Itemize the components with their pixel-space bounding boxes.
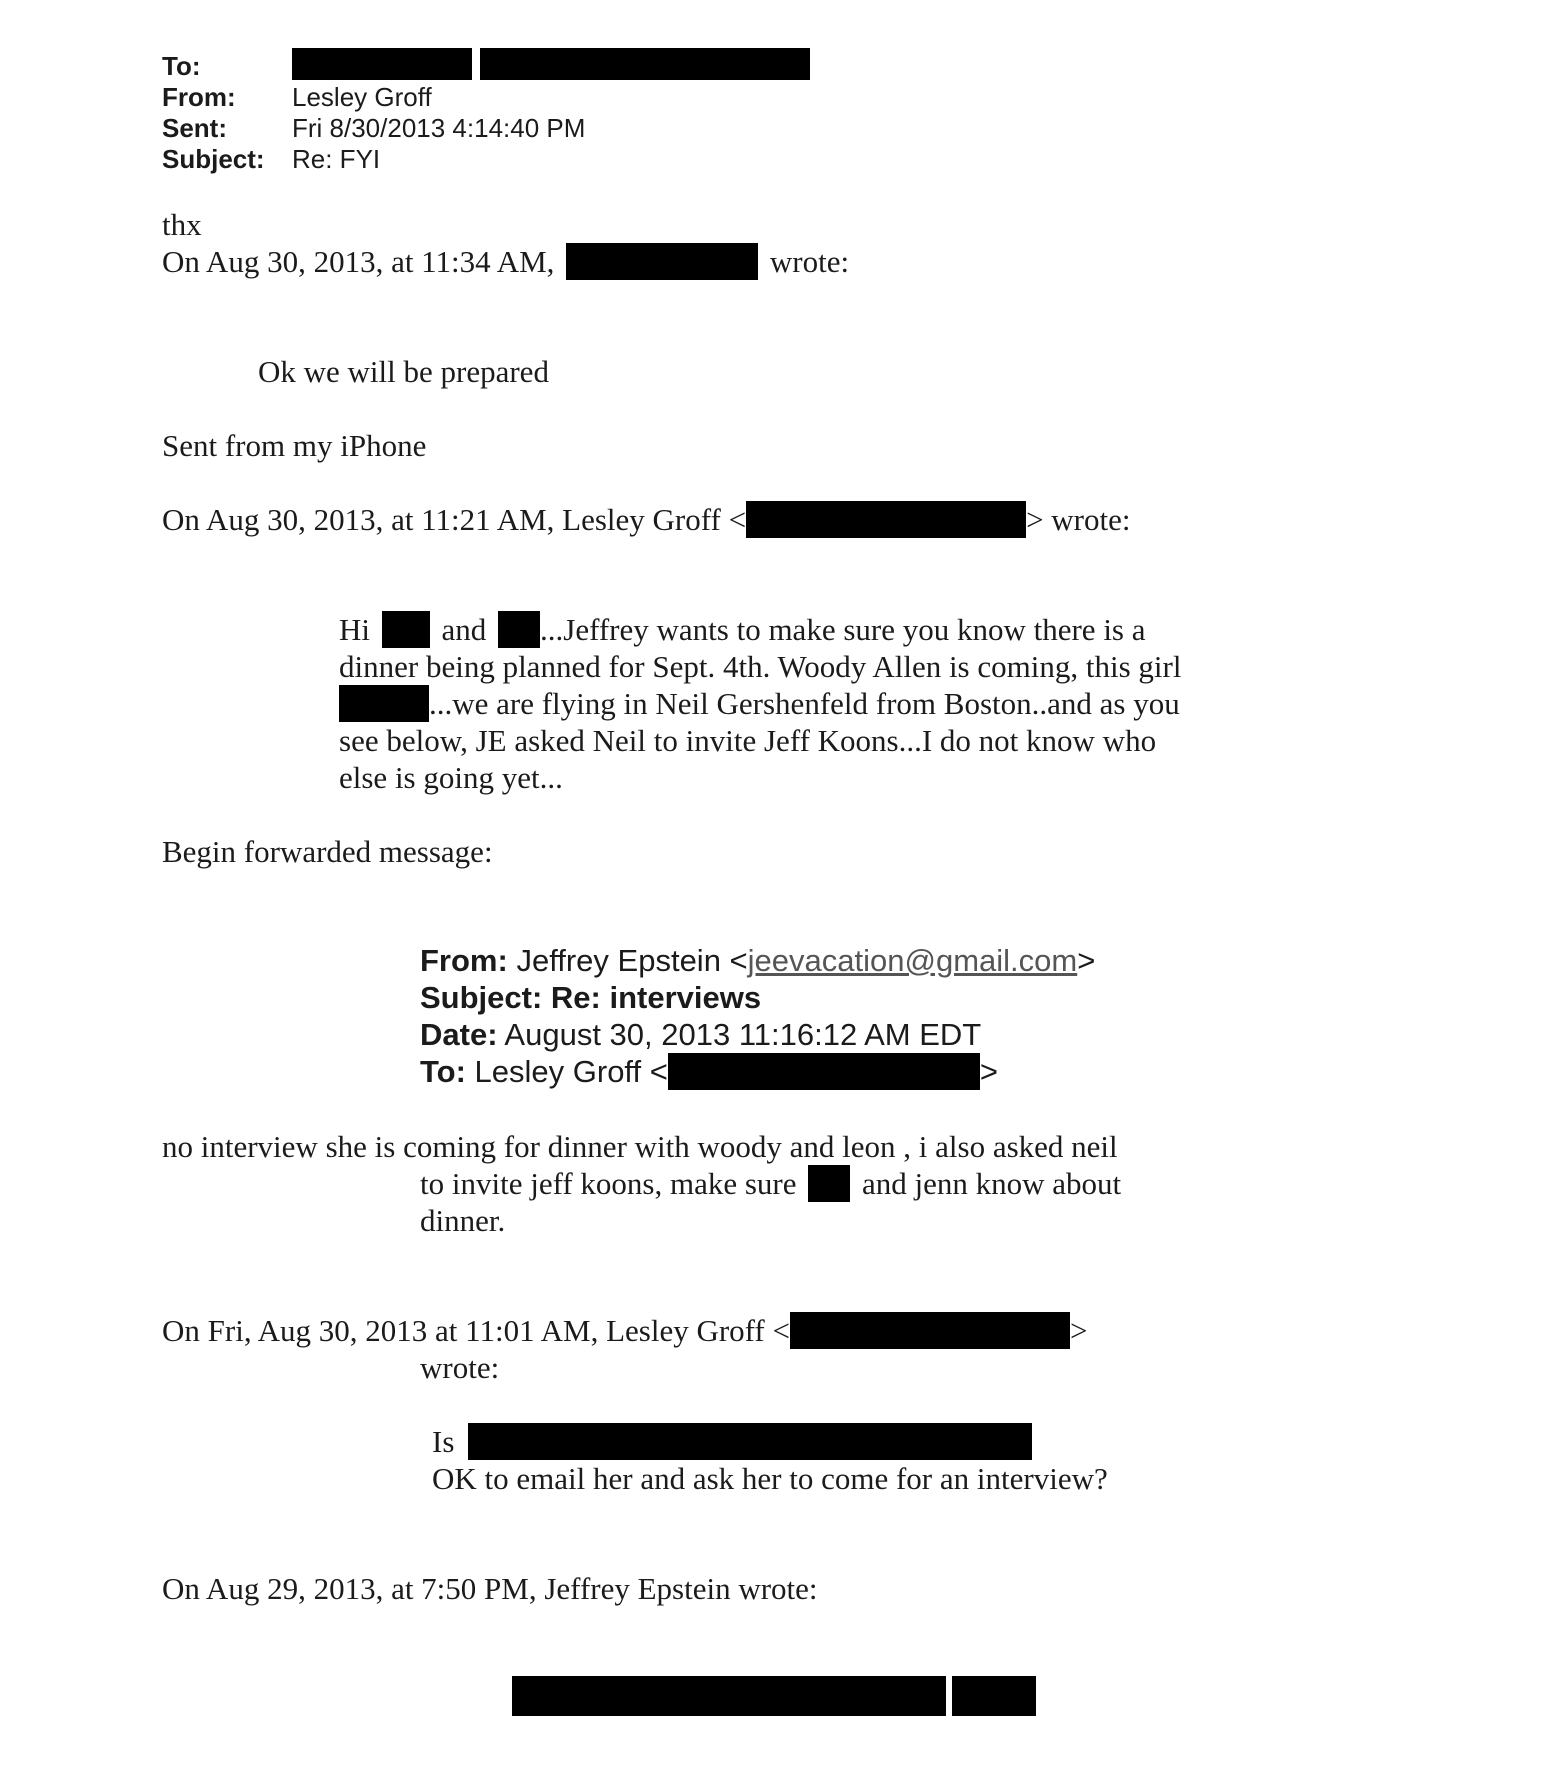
fwd-to-close: > [979,1054,998,1089]
reply-line-2b: and jenn know about [862,1166,1122,1201]
fwd-date-label: Date: [420,1017,498,1052]
header-from-label: From: [162,82,236,112]
begin-forwarded: Begin forwarded message: [162,834,493,869]
fwd-from-close: > [1077,943,1096,978]
para-line-2: dinner being planned for Sept. 4th. Woody Allen is coming, this girl [339,649,1182,684]
body-sent-from: Sent from my iPhone [162,428,427,463]
fwd-from-line [420,942,1095,979]
fwd-date-line [420,1016,981,1053]
quote-3-close: > [1069,1313,1088,1348]
fwd-from-label: From: [420,943,508,978]
reply-line-2 [420,1165,1121,1202]
quote-3-prefix: On Fri, Aug 30, 2013 at 11:01 AM, Lesley Groff < [162,1313,790,1348]
redaction-fwd-to [668,1053,980,1090]
header-from-value: Lesley Groff [292,82,432,112]
reply-line-3: dinner. [420,1203,506,1238]
para-line-1 [339,611,1146,648]
header-subject-value: Re: FYI [292,144,381,174]
para-line-3 [339,685,1180,722]
quote-line-1 [162,243,849,280]
header-to-label: To: [162,51,201,81]
ok-line: OK to email her and ask her to come for an interview? [432,1461,1108,1496]
para-line-4: see below, JE asked Neil to invite Jeff Koons...I do not know who [339,723,1157,758]
quote-line-4: On Aug 29, 2013, at 7:50 PM, Jeffrey Epstein wrote: [162,1571,818,1606]
fwd-from-name: Jeffrey Epstein < [516,943,748,978]
fwd-to-label: To: [420,1054,466,1089]
para-line-3-text: ...we are flying in Neil Gershenfeld from Boston..and as you [429,686,1180,721]
redaction-bottom-2 [952,1676,1036,1716]
reply-line-2a: to invite jeff koons, make sure [420,1166,797,1201]
redaction-quote-3 [790,1312,1070,1349]
fwd-subject-value: Re: interviews [550,980,762,1015]
quote-2-prefix: On Aug 30, 2013, at 11:21 AM, Lesley Groff < [162,502,747,537]
reply-line-1: no interview she is coming for dinner with woody and leon , i also asked neil [162,1129,1118,1164]
body-thx: thx [162,207,202,242]
para-hi: Hi [339,612,370,647]
redaction-bottom-1 [512,1676,946,1716]
redaction-reply-name [808,1165,850,1202]
quote-line-3 [162,1312,1087,1349]
redaction-girl-name [339,685,429,722]
fwd-subject-line [420,979,761,1016]
fwd-to-line [420,1053,998,1090]
para-and: and [441,612,487,647]
fwd-to-value: Lesley Groff < [474,1054,668,1089]
header-subject-label: Subject: [162,144,265,174]
redaction-name-1 [382,611,430,648]
quote-2-suffix: > wrote: [1026,502,1131,537]
redaction-is-line [468,1423,1032,1460]
is-word: Is [432,1424,455,1459]
quote-3-wrote: wrote: [420,1350,500,1385]
header-sent-label: Sent: [162,113,227,143]
fwd-subject-label: Subject: [420,980,543,1015]
quote-1-prefix: On Aug 30, 2013, at 11:34 AM, [162,244,555,279]
para-jeffrey: ...Jeffrey wants to make sure you know there is a [540,612,1146,647]
fwd-from-email[interactable]: jeevacation@gmail.com [747,943,1078,978]
body-prepared: Ok we will be prepared [258,354,549,389]
quote-1-suffix: wrote: [769,244,850,279]
fwd-date-value: August 30, 2013 11:16:12 AM EDT [504,1017,982,1052]
is-line [432,1423,1032,1460]
redaction-quote-2 [746,501,1026,538]
quote-line-2 [162,501,1131,538]
header-sent-value: Fri 8/30/2013 4:14:40 PM [292,113,586,143]
redaction-quote-1 [566,243,758,280]
redaction-to-2 [480,48,810,80]
para-line-5: else is going yet... [339,760,563,795]
redaction-name-2 [498,611,540,648]
redaction-to-1 [292,48,472,80]
